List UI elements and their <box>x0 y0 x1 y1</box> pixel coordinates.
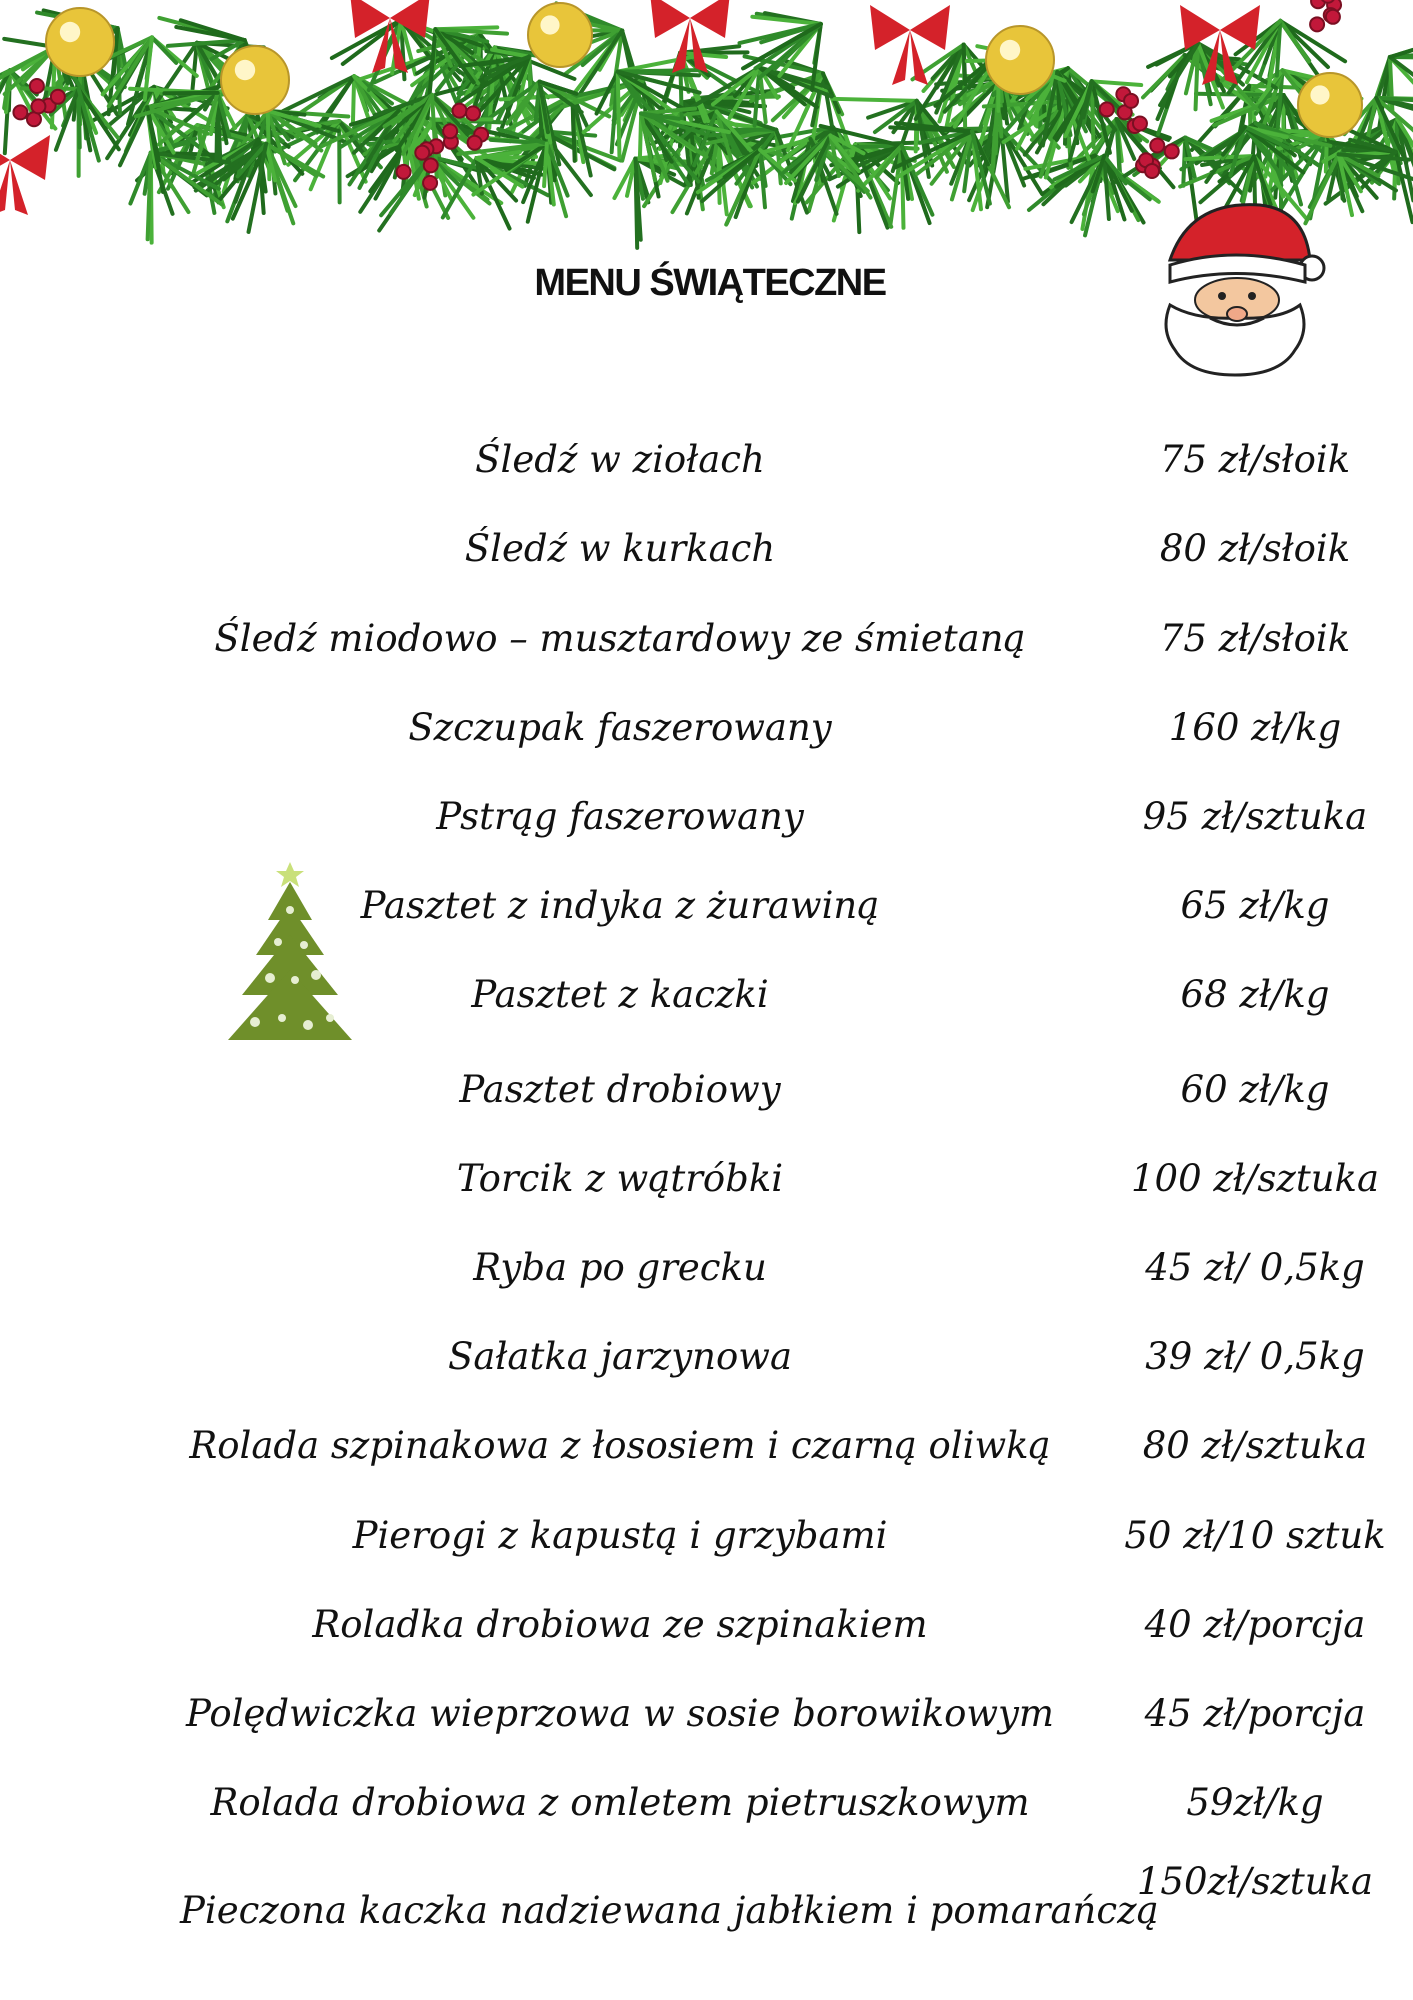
dish-name: Pstrąg faszerowany <box>436 795 804 838</box>
dish-price: 68 zł/kg <box>1180 973 1330 1016</box>
dish-name: Rolada drobiowa z omletem pietruszkowym <box>210 1781 1030 1824</box>
menu-title: MENU ŚWIĄTECZNE <box>534 262 886 304</box>
dish-name: Śledź w ziołach <box>475 438 765 481</box>
dish-name: Pasztet z indyka z żurawiną <box>360 884 880 927</box>
santa-face-icon <box>1130 190 1340 385</box>
dish-name: Ryba po grecku <box>473 1246 767 1289</box>
dish-name: Rolada szpinakowa z łososiem i czarną oliwką <box>189 1424 1051 1467</box>
dish-price: 75 zł/słoik <box>1159 438 1351 481</box>
dish-name: Śledź w kurkach <box>464 527 776 570</box>
dish-price: 50 zł/10 sztuk <box>1124 1514 1386 1557</box>
dish-price: 75 zł/słoik <box>1159 617 1351 660</box>
dish-price: 80 zł/sztuka <box>1142 1424 1368 1467</box>
dish-price: 95 zł/sztuka <box>1142 795 1368 838</box>
dish-name: Pasztet drobiowy <box>459 1068 781 1111</box>
dish-price: 80 zł/słoik <box>1159 527 1351 570</box>
dish-price: 60 zł/kg <box>1180 1068 1330 1111</box>
dish-price: 65 zł/kg <box>1180 884 1330 927</box>
dish-name: Pasztet z kaczki <box>471 973 769 1016</box>
dish-name: Sałatka jarzynowa <box>447 1335 793 1378</box>
dish-price: 150zł/sztuka <box>1136 1860 1374 1903</box>
dish-price: 45 zł/porcja <box>1144 1692 1366 1735</box>
dish-name: Szczupak faszerowany <box>408 706 832 749</box>
dish-name: Polędwiczka wieprzowa w sosie borowikowym <box>185 1692 1055 1735</box>
dish-price: 45 zł/ 0,5kg <box>1145 1246 1365 1289</box>
dish-price: 160 zł/kg <box>1168 706 1342 749</box>
dish-name: Torcik z wątróbki <box>456 1157 784 1200</box>
dish-price: 59zł/kg <box>1186 1781 1324 1824</box>
dish-name: Pierogi z kapustą i grzybami <box>352 1514 888 1557</box>
dish-name: Roladka drobiowa ze szpinakiem <box>312 1603 928 1646</box>
dish-price: 100 zł/sztuka <box>1131 1157 1379 1200</box>
dish-price: 39 zł/ 0,5kg <box>1145 1335 1365 1378</box>
dish-price: 40 zł/porcja <box>1144 1603 1366 1646</box>
dish-name: Pieczona kaczka nadziewana jabłkiem i pomarańczą <box>180 1889 1159 1932</box>
dish-name: Śledź miodowo – musztardowy ze śmietaną <box>214 617 1026 660</box>
